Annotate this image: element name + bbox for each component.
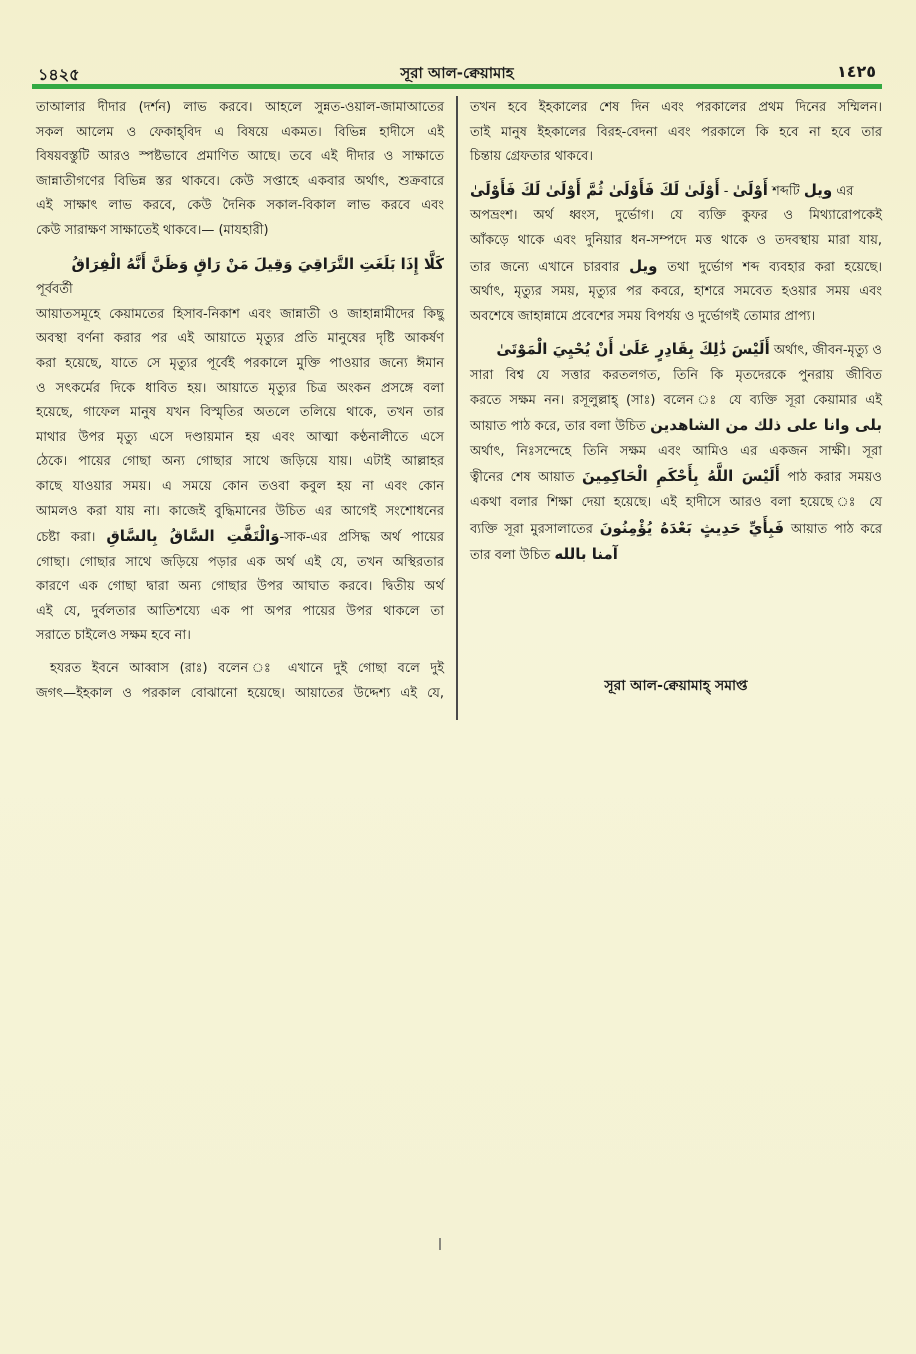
text-line: হযরত ইবনে আব্বাস (রাঃ) বলেন ঃ এখানে দুই গোছা বলে দুই <box>50 661 444 677</box>
text-line: অবস্থা বর্ণনা করার পর এই আয়াতে মৃত্যুর প্রতি মানুষের দৃষ্টি আকর্ষণ <box>36 331 444 347</box>
text-line: এই যে, দুর্বলতার আতিশয্যে এক পা অপর পায়ের উপর থাকলে তা <box>36 603 444 619</box>
text-line: অপভ্রংশ। অর্থ ধ্বংস, দুর্ভোগ। যে ব্যক্তি কুফর ও মিথ্যারোপকেই <box>470 208 882 224</box>
arabic-phrase: بلى وانا على ذلك من الشاهدين <box>650 416 882 435</box>
text-line: চিন্তায় গ্রেফতার থাকবে। <box>470 149 593 165</box>
text-line: ও সৎকর্মের দিকে ধাবিত হয়। আয়াতে মৃত্যুর চিত্র অংকন প্রসঙ্গে বলা <box>36 380 444 396</box>
arabic-verse: كَلَّا إِذَا بَلَغَتِ التَّرَاقِيَ وَقِيلَ مَنْ رَاقٍ وَظَنَّ أَنَّهُ الْفِرَاقُ <box>71 254 444 273</box>
text-line: বিষয়বস্তুটি আরও স্পষ্টভাবে প্রমাণিত আছে। তবে এই দীদার ও সাক্ষাতে <box>36 149 444 165</box>
text-line: অর্থাৎ, নিঃসন্দেহে তিনি সক্ষম এবং আমিও এর একজন সাক্ষী। সূরা <box>470 443 882 459</box>
text-line-with-arabic: তার জন্যে এখানে চারবার ويل তথা দুর্ভোগ শব্দ ব্যবহার করা হয়েছে। <box>470 256 882 275</box>
text-line-with-arabic: আয়াত পাঠ করে, তার বলা উচিত بلى وانا على ذلك من الشاهدين <box>470 416 882 435</box>
text-line: তাআলার দীদার (দর্শন) লাভ করবে। আহলে সুন্নত-ওয়াল-জামাআতের <box>36 100 444 115</box>
verse-line: أَلَيْسَ ذَٰلِكَ بِقَادِرٍ عَلَىٰ أَنْ يُحْيِيَ الْمَوْتَىٰ অর্থাৎ, জীবন-মৃত্যু ও <box>496 340 882 359</box>
text-line: সরাতে চাইলেও সক্ষম হবে না। <box>36 628 191 644</box>
text-line: তাই মানুষ ইহকালের বিরহ-বেদনা এবং পরকালে কি হবে না হবে তার <box>470 124 882 140</box>
text-line: এই সাক্ষাৎ লাভ করবে, কেউ দৈনিক সকাল-বিকাল লাভ করবে এবং <box>36 198 444 214</box>
text-line: আমলও করা যায় না। কাজেই বুদ্ধিমানের উচিত এর আগেই সংশোধনের <box>36 503 444 519</box>
arabic-verse: أَوْلَىٰ لَكَ فَأَوْلَىٰ ثُمَّ أَوْلَىٰ لَكَ فَأَوْلَىٰ <box>470 180 720 199</box>
text-line: হয়েছে, গাফেল মানুষ যখন বিস্মৃতির অতলে তলিয়ে থাকে, তখন তার <box>36 405 444 421</box>
text-line: অর্থাৎ, মৃত্যুর সময়, মৃত্যুর পর কবরে, হাশরে সমবেত হওয়ার সময় এবং <box>470 284 882 300</box>
page-number-bengali: ১৪২৫ <box>38 65 80 84</box>
verse-line <box>36 252 444 303</box>
arabic-verse: فَبِأَيِّ حَدِيثٍ بَعْدَهُ يُؤْمِنُونَ <box>599 518 785 537</box>
text-line: একথা বলার শিক্ষা দেয়া হয়েছে। এই হাদীসে আরও বলা হয়েছে ঃ যে <box>470 494 882 510</box>
text-line-with-arabic: তার বলা উচিত آمنا بالله <box>470 545 618 564</box>
verse-line: أَوْلَىٰ لَكَ فَأَوْلَىٰ ثُمَّ أَوْلَىٰ لَكَ فَأَوْلَىٰ - أَوْلَىٰ শব্দটি ويل এর <box>470 180 854 199</box>
column-divider <box>456 96 458 720</box>
text-line: করতে সক্ষম নন। রসূলুল্লাহ্‌ (সাঃ) বলেন ঃ যে ব্যক্তি সূরা কেয়ামার এই <box>470 392 882 408</box>
text-line: করা হয়েছে, যাতে সে মৃত্যুর পূর্বেই পরকালে মুক্তি পাওয়ার জন্যে ঈমান <box>36 355 444 371</box>
text-line: আঁকড়ে থাকে এবং দুনিয়ার ধন-সম্পদে মত্ত থাকে ও তদবস্থায় মারা যায়, <box>470 232 882 248</box>
text-line: গোছা। গোছার সাথে জড়িয়ে পড়ার এক অর্থ এই যে, তখন অস্থিরতার <box>36 554 444 570</box>
text-line-with-arabic: ত্বীনের শেষ আয়াত أَلَيْسَ اللَّهُ بِأَحْكَمِ الْحَاكِمِينَ পাঠ করার সময়ও <box>470 467 882 486</box>
text-line: আয়াতসমূহে কেয়ামতের হিসাব-নিকাশ এবং জান্নাতী ও জাহান্নামীদের কিছু <box>36 306 444 322</box>
text-line: মাথার উপর মৃত্যু এসে দণ্ডায়মান হয় এবং আত্মা কণ্ঠনালীতে এসে <box>36 429 444 445</box>
arabic-phrase: آمنا بالله <box>554 545 618 564</box>
arabic-word: ويل <box>803 180 833 199</box>
surah-end-note: সূরা আল-ক্বেয়ামাহ্ সমাপ্ত <box>604 678 748 694</box>
running-title: সূরা আল-ক্বেয়ামাহ <box>400 64 514 82</box>
text-line: সকল আলেম ও ফেকাহ্‌বিদ এ বিষয়ে একমত। বিভিন্ন হাদীসে এই <box>36 124 444 140</box>
text-line: অবশেষে জাহান্নামে প্রবেশের সময় বিপর্যয় ও দুর্ভোগই তোমার প্রাপ্য। <box>470 308 816 324</box>
text-line: তখন হবে ইহকালের শেষ দিন এবং পরকালের প্রথম দিনের সম্মিলন। <box>470 100 882 115</box>
arabic-verse: أَلَيْسَ اللَّهُ بِأَحْكَمِ الْحَاكِمِينَ <box>581 467 780 486</box>
text-line-with-arabic: চেষ্টা করা। وَالْتَفَّتِ السَّاقُ بِالسَّاقِ-সাক-এর প্রসিদ্ধ অর্থ পায়ের <box>36 527 445 546</box>
verse-text: পূর্ববর্তী <box>36 282 73 298</box>
text-line: কাছে যাওয়ার সময়। এ সময়ে কোন তওবা কবুল হয় না এবং কোন <box>36 478 444 494</box>
arabic-verse: أَلَيْسَ ذَٰلِكَ بِقَادِرٍ عَلَىٰ أَنْ يُحْيِيَ الْمَوْتَىٰ <box>496 340 770 359</box>
text-line: সারা বিশ্ব যে সত্তার করতলগত, তিনি কি মৃতদেরকে পুনরায় জীবিত <box>470 367 882 383</box>
text-line: ঠেকে। পায়ের গোছা অন্য গোছার সাথে জড়িয়ে যায়। এটাই আল্লাহর <box>36 454 444 470</box>
arabic-verse: وَالْتَفَّتِ السَّاقُ بِالسَّاقِ <box>106 527 280 546</box>
arabic-word: أَوْلَىٰ <box>732 180 768 199</box>
page-header <box>32 58 882 86</box>
page-number-arabic: ١٤٢٥ <box>836 62 876 81</box>
left-column <box>36 96 444 706</box>
text-line-with-arabic: ব্যক্তি সূরা মুরসালাতের فَبِأَيِّ حَدِيثٍ بَعْدَهُ يُؤْمِنُونَ আয়াত পাঠ করে <box>470 518 882 537</box>
paper-speck <box>439 1238 441 1250</box>
text-line: কারণে এক গোছা দ্বারা অন্য গোছার উপর আঘাত করবে। দ্বিতীয় অর্থ <box>36 579 444 595</box>
header-rule <box>32 84 882 89</box>
text-line: জগৎ—ইহকাল ও পরকাল বোঝানো হয়েছে। আয়াতের উদ্দেশ্য এই যে, <box>36 685 444 701</box>
right-column <box>470 96 882 569</box>
text-line: জান্নাতীগণের বিভিন্ন স্তর থাকবে। কেউ সপ্তাহে একবার অর্থাৎ, শুক্রবারে <box>36 173 444 189</box>
text-line: কেউ সারাক্ষণ সাক্ষাতেই থাকবে।— (মাযহারী) <box>36 222 269 238</box>
arabic-word: ويل <box>629 256 658 275</box>
